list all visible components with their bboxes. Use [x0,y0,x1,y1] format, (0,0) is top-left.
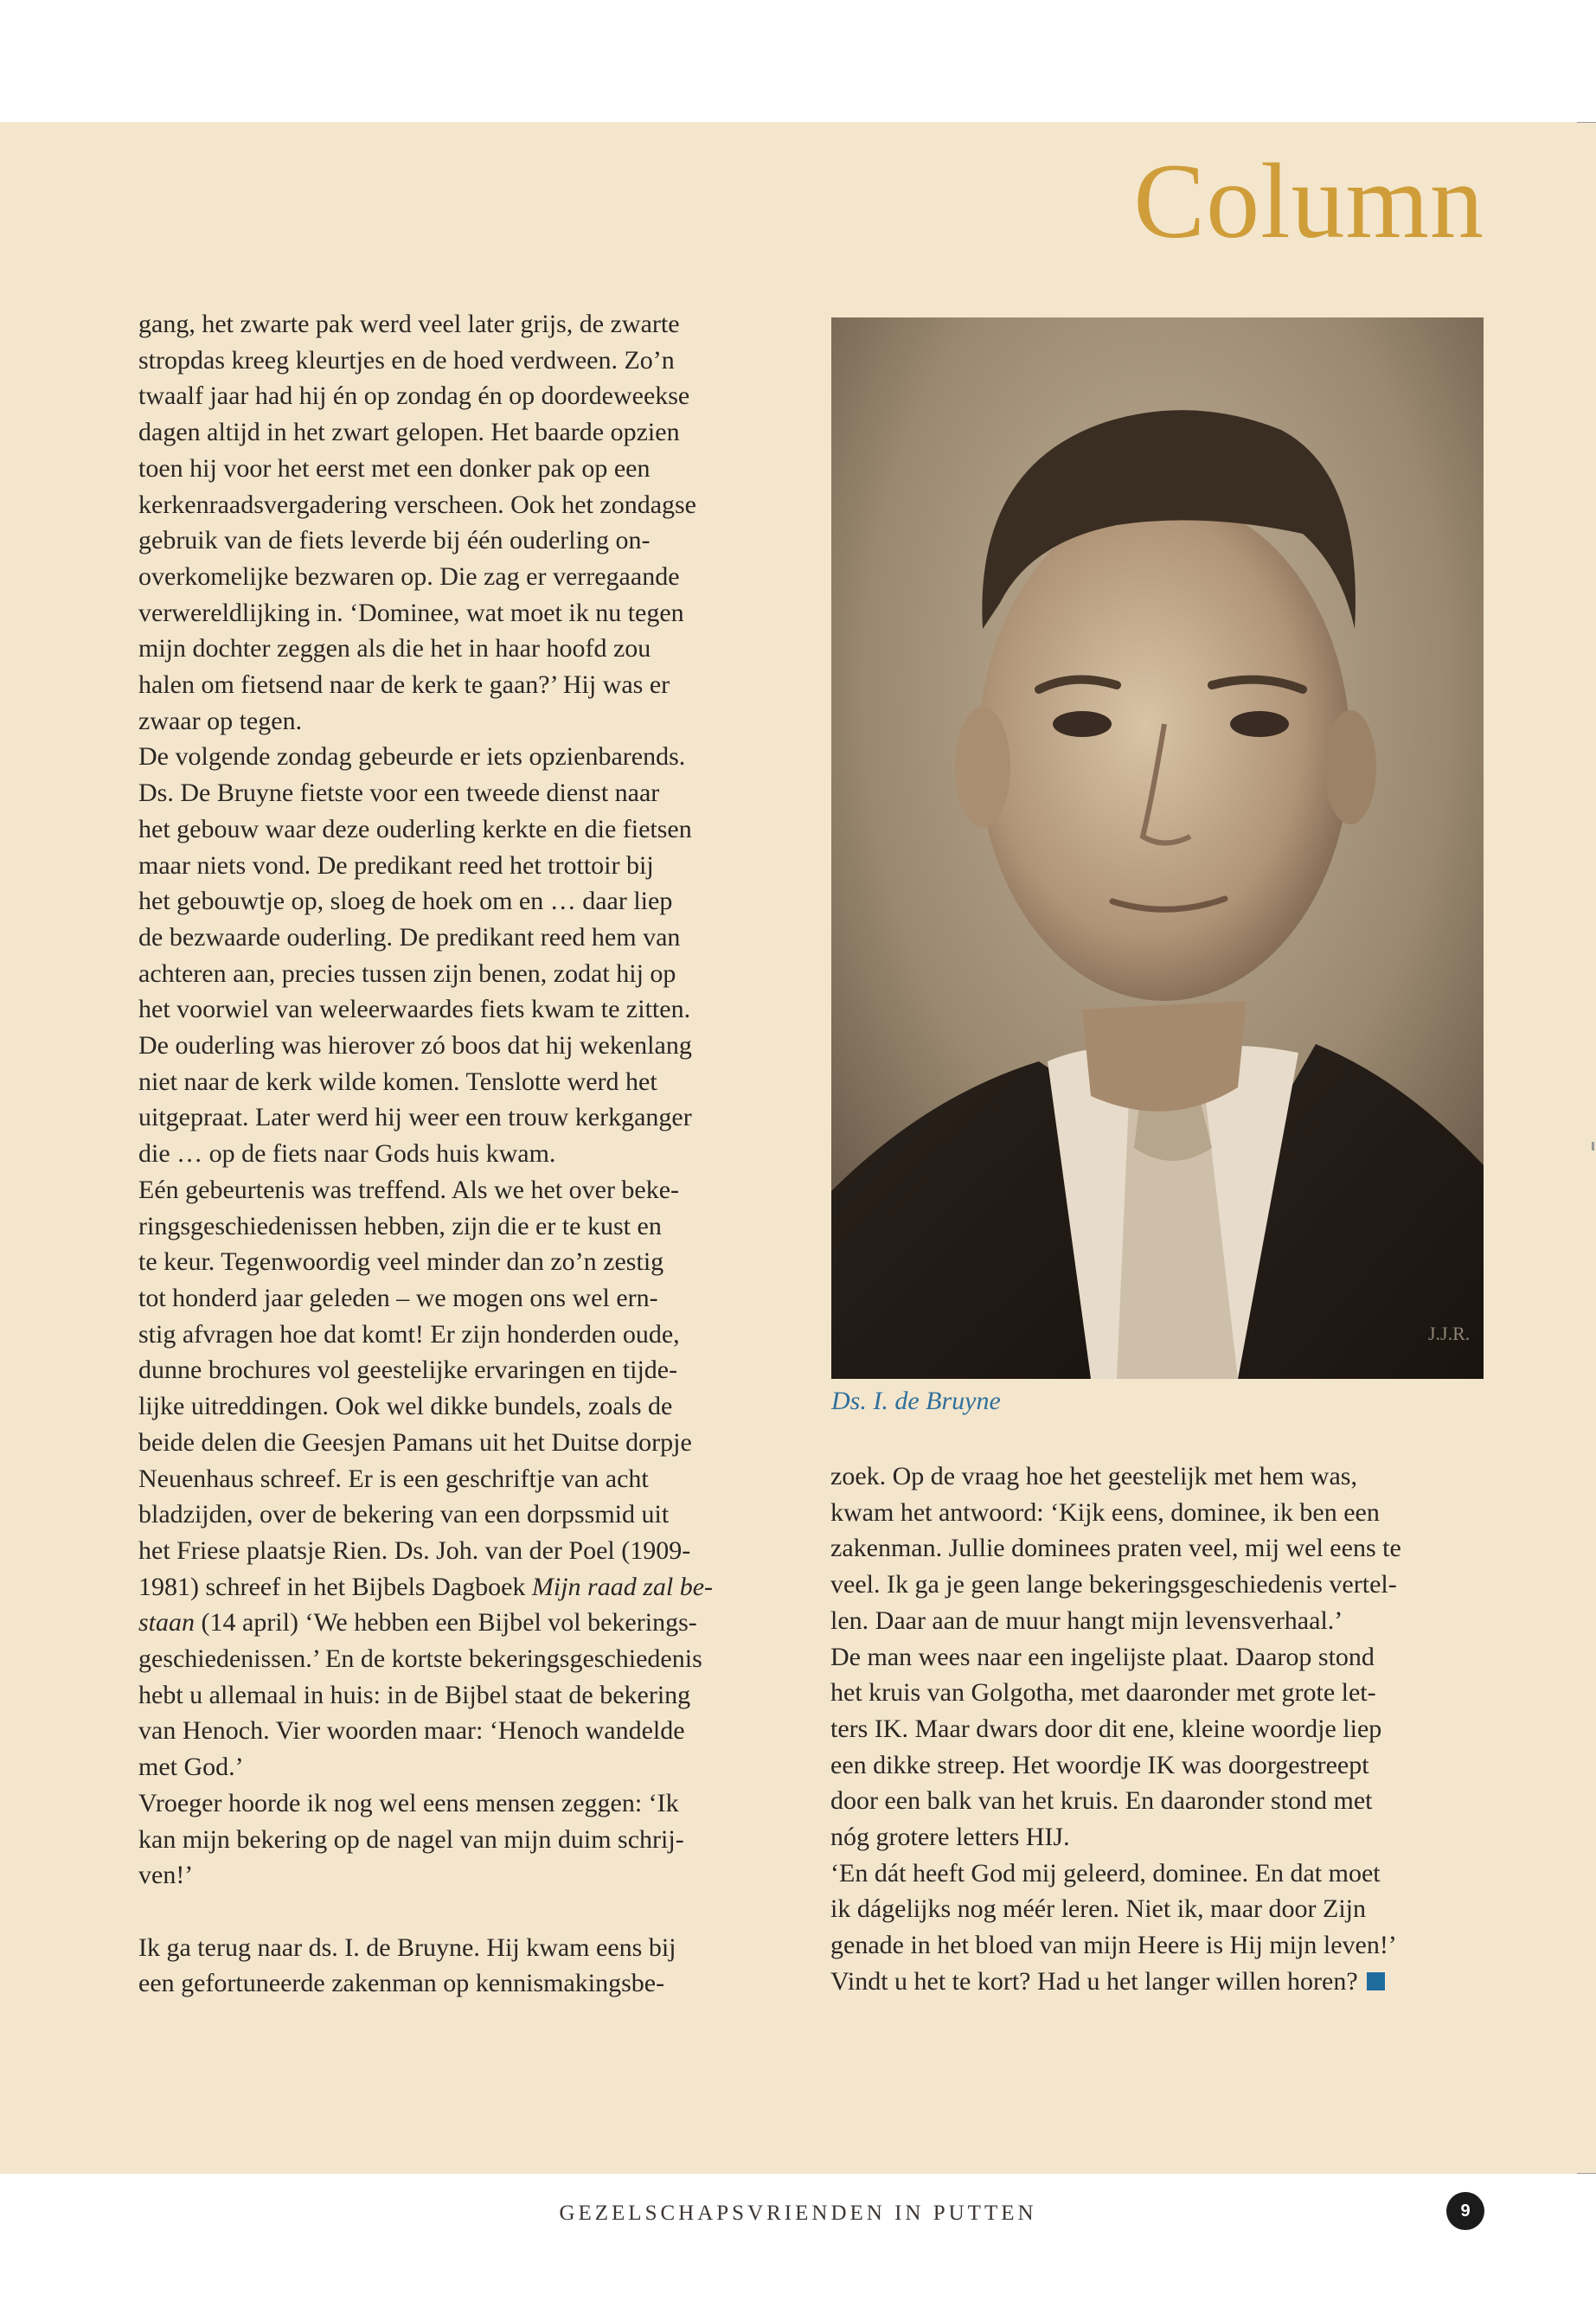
text-line: overkomelijke bezwaren op. Die zag er verregaande [138,561,680,591]
text-line: nóg grotere letters HIJ. [830,1823,1070,1852]
text-line: stropdas kreeg kleurtjes en de hoed verdween. Zo’n [138,345,675,375]
page-number-badge: 9 [1446,2192,1484,2230]
text-line: het voorwiel van weleerwaardes fiets kwam te zitten. [138,995,691,1024]
text-line: zoek. Op de vraag hoe het geestelijk met hem was, [830,1462,1357,1490]
text-line: Neuenhaus schreef. Er is een geschriftje van acht [138,1464,649,1493]
text-line: beide delen die Geesjen Pamans uit het Duitse dorpje [138,1427,692,1457]
text-line: dagen altijd in het zwart gelopen. Het baarde opzien [138,418,680,447]
text-line: een dikke streep. Het woordje IK was doorgestreept [830,1750,1369,1779]
text-line: kan mijn bekering op de nagel van mijn duim schrij- [138,1824,684,1854]
crop-mark [1577,2173,1596,2174]
text-column-left [138,306,796,2002]
text-line: een gefortuneerde zakenman op kennismakingsbe- [138,1969,665,1998]
text-column-right [830,1458,1488,2000]
text-line: halen om fietsend naar de kerk te gaan?’ Hij was er [138,670,670,700]
text-line: kwam het antwoord: ‘Kijk eens, dominee, ik ben een [830,1497,1380,1527]
text-line: Ds. De Bruyne fietste voor een tweede dienst naar [138,779,660,808]
text-line: achteren aan, precies tussen zijn benen, zodat hij op [138,958,676,988]
text-line: Ik ga terug naar ds. I. de Bruyne. Hij kwam eens bij [138,1932,676,1962]
text-line: door een balk van het kruis. En daaronder stond met [830,1786,1373,1816]
text-line: Eén gebeurtenis was treffend. Als we het over beke- [138,1175,680,1204]
magazine-footer: GEZELSCHAPSVRIENDEN IN PUTTEN [559,2202,1037,2225]
text-line: Vindt u het te kort? Had u het langer willen horen? [830,1964,1488,2000]
crop-mark [1577,122,1596,123]
text-line: geschiedenissen.’ En de kortste bekeringsgeschiedenis [138,1644,702,1674]
registration-mark [1592,1142,1594,1150]
text-line: die … op de fiets naar Gods huis kwam. [138,1139,556,1169]
magazine-page [0,122,1596,2225]
text-line: 1981) schreef in het Bijbels Dagboek Mijn raad zal be- [138,1572,714,1601]
text-line: ‘En dát heeft God mij geleerd, dominee. En dat moet [830,1858,1381,1888]
text-line: niet naar de kerk wilde komen. Tenslotte werd het [138,1067,657,1096]
text-line: staan (14 april) ‘We hebben een Bijbel vol bekerings- [138,1608,697,1638]
text-line: toen hij voor het eerst met een donker pak op een [138,453,651,483]
text-line: te keur. Tegenwoordig veel minder dan zo’n zestig [138,1247,664,1277]
text-line: tot honderd jaar geleden – we mogen ons wel ern- [138,1283,658,1312]
text-line: hebt u allemaal in huis: in de Bijbel staat de bekering [138,1680,691,1709]
text-line: uitgepraat. Later werd hij weer een trouw kerkganger [138,1103,692,1132]
text-line: ven!’ [138,1861,194,1890]
text-line: twaalf jaar had hij én op zondag én op doordeweekse [138,381,690,411]
text-line: het gebouw waar deze ouderling kerkte en die fietsen [138,814,692,843]
text-line: stig afvragen hoe dat komt! Er zijn honderden oude, [138,1319,680,1349]
text-line: maar niets vond. De predikant reed het trottoir bij [138,850,654,880]
text-line: van Henoch. Vier woorden maar: ‘Henoch wandelde [138,1716,685,1746]
text-line: bladzijden, over de bekering van een dorpssmid uit [138,1500,670,1529]
text-line: ters IK. Maar dwars door dit ene, kleine woordje liep [830,1714,1382,1743]
text-line: mijn dochter zeggen als die het in haar hoofd zou [138,634,651,663]
text-line: het gebouwtje op, sloeg de hoek om en … daar liep [138,887,673,916]
text-line: gang, het zwarte pak werd veel later grijs, de zwarte [138,310,680,338]
text-line: de bezwaarde ouderling. De predikant reed hem van [138,922,681,952]
text-line: dunne brochures vol geestelijke ervaringen en tijde- [138,1356,678,1385]
text-line: het kruis van Golgotha, met daaronder met grote let- [830,1678,1376,1708]
text-line: lijke uitreddingen. Ook wel dikke bundels, zoals de [138,1392,673,1421]
text-line: len. Daar aan de muur hangt mijn levensverhaal.’ [830,1606,1343,1635]
text-line: zwaar op tegen. [138,706,303,735]
text-line: met God.’ [138,1753,244,1782]
text-line [138,1894,796,1930]
text-line: gebruik van de fiets leverde bij één ouderling on- [138,526,651,555]
text-line: zakenman. Jullie dominees praten veel, mij wel eens te [830,1534,1401,1563]
portrait-photo [831,317,1484,1379]
section-title: Column [1133,142,1484,260]
text-line: kerkenraadsvergadering verscheen. Ook het zondagse [138,490,696,519]
text-line: genade in het bloed van mijn Heere is Hij mijn leven!’ [830,1931,1397,1960]
text-line: het Friese plaatsje Rien. Ds. Joh. van der Poel (1909- [138,1535,691,1565]
photo-caption: Ds. I. de Bruyne [831,1387,1001,1415]
end-of-article-square-icon [1367,1972,1385,1990]
text-line: Vroeger hoorde ik nog wel eens mensen zeggen: ‘Ik [138,1788,679,1817]
text-line: verwereldlijking in. ‘Dominee, wat moet ik nu tegen [138,598,684,627]
text-line: veel. Ik ga je geen lange bekeringsgeschiedenis vertel- [830,1570,1397,1599]
text-line: De man wees naar een ingelijste plaat. Daarop stond [830,1642,1375,1671]
text-line: De volgende zondag gebeurde er iets opzienbarends. [138,742,686,772]
photo-signature: J.J.R. [1428,1323,1471,1344]
text-line: ringsgeschiedenissen hebben, zijn die er te kust en [138,1211,662,1240]
portrait-illustration [831,317,1484,1379]
text-line: ik dágelijks nog méér leren. Niet ik, maar door Zijn [830,1894,1366,1924]
text-line: De ouderling was hierover zó boos dat hij wekenlang [138,1031,692,1061]
